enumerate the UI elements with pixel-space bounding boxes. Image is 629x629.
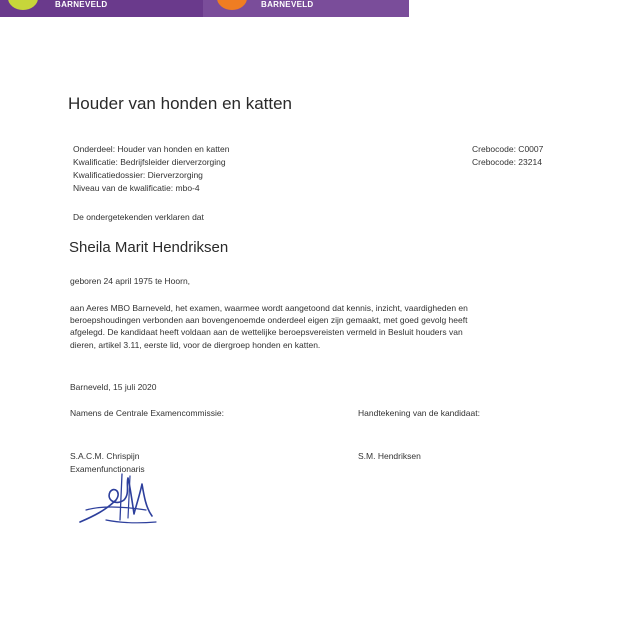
- meta-line-dossier: Kwalificatiedossier: Dierverzorging: [73, 170, 203, 180]
- candidate-signature-name: S.M. Hendriksen: [358, 451, 421, 461]
- crebocode-1: Crebocode: C0007: [472, 144, 544, 154]
- crebocode-2: Crebocode: 23214: [472, 157, 542, 167]
- birth-info: geboren 24 april 1975 te Hoorn,: [70, 276, 191, 286]
- header-banner: [0, 0, 409, 17]
- signer-role: Examenfunctionaris: [70, 464, 145, 474]
- candidate-signature-label: Handtekening van de kandidaat:: [358, 408, 480, 418]
- banner-left-logo: [0, 0, 203, 17]
- candidate-name: Sheila Marit Hendriksen: [69, 239, 229, 256]
- banner-left-text: BARNEVELD: [55, 0, 108, 9]
- paragraph-line: beroepshoudingen verbonden aan bovengenoemde onderdeel eigen zijn gemaakt, met goed gevolg heeft: [70, 315, 468, 326]
- logo-mark-orange: [217, 0, 247, 10]
- paragraph-line: aan Aeres MBO Barneveld, het examen, waarmee wordt aangetoond dat kennis, inzicht, vaardigheden en: [70, 303, 468, 313]
- commission-label: Namens de Centrale Examencommissie:: [70, 408, 225, 418]
- banner-right-logo: [203, 0, 409, 17]
- meta-line-niveau: Niveau van de kwalificatie: mbo-4: [73, 183, 200, 193]
- paragraph-line: afgelegd. De kandidaat heeft voldaan aan de wettelijke beroepsvereisten vermeld in Besluit houders van: [70, 327, 463, 338]
- place-date: Barneveld, 15 juli 2020: [70, 382, 157, 392]
- banner-right-text: BARNEVELD: [261, 0, 314, 9]
- logo-mark-lime: [8, 0, 38, 10]
- signer-name: S.A.C.M. Chrispijn: [70, 451, 140, 461]
- certificate-paragraph: [70, 302, 548, 351]
- qualification-meta: [73, 143, 229, 195]
- handwritten-signature: [76, 470, 158, 528]
- crebocodes: [472, 143, 543, 169]
- meta-line-kwalificatie: Kwalificatie: Bedrijfsleider dierverzorging: [73, 157, 226, 167]
- document-title: Houder van honden en katten: [68, 94, 293, 113]
- declaration-text: De ondergetekenden verklaren dat: [73, 212, 204, 222]
- paragraph-line: dieren, artikel 3.11, eerste lid, voor de diergroep honden en katten.: [70, 339, 321, 350]
- meta-line-onderdeel: Onderdeel: Houder van honden en katten: [73, 144, 230, 154]
